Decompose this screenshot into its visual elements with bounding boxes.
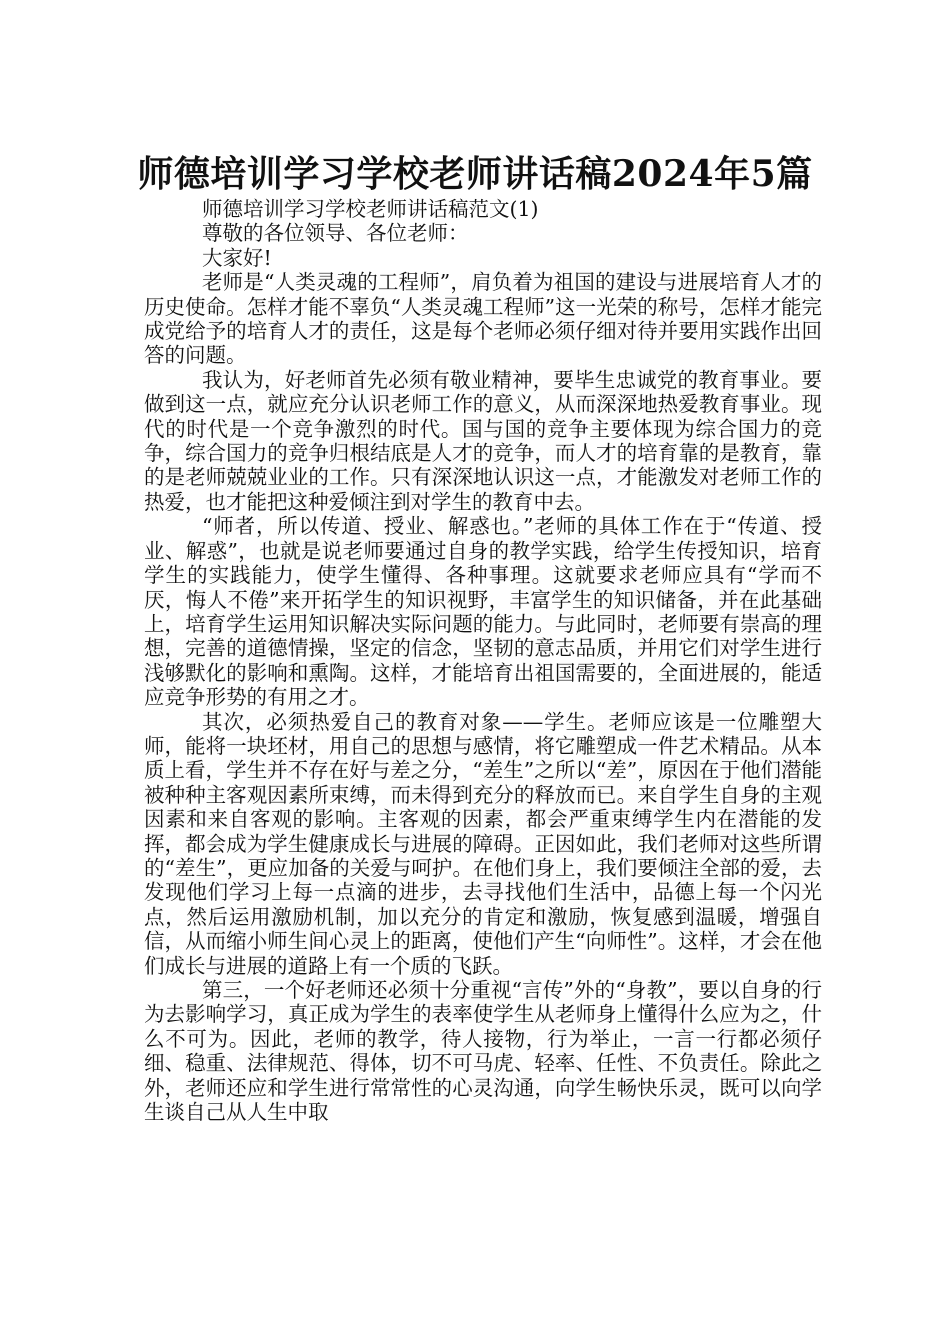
body-paragraph: 大家好!	[202, 245, 272, 270]
body-paragraph: 尊敬的各位领导、各位老师：	[202, 221, 469, 246]
body-paragraph: 师德培训学习学校老师讲话稿范文(1)	[202, 197, 539, 221]
body-paragraph: 第三，一个好老师还必须十分重视“言传”外的“身教”，要以自身的行为去影响学习，真正成为学生的表率使学生从老师身上懂得什么应为之，什么不可为。因此，老师的教学，待人接物，行为举止，一言一行都必须仔细、稳重、法律规范、得体，切不可马虎、轻率、任性、不负责任。除此之外，老师还应和学生进行常常性的心灵沟通，向学生畅快乐灵，既可以向学生谈自己从人生中取	[144, 978, 822, 1125]
body-paragraph: 老师是“人类灵魂的工程师”，肩负着为祖国的建设与进展培育人才的历史使命。怎样才能不辜负“人类灵魂工程师”这一光荣的称号，怎样才能完成党给予的培育人才的责任，这是每个老师必须仔细对待并要用实践作出回答的问题。	[144, 270, 822, 368]
body-paragraph: 我认为，好老师首先必须有敬业精神，要毕生忠诚党的教育事业。要做到这一点，就应充分认识老师工作的意义，从而深深地热爱教育事业。现代的时代是一个竞争激烈的时代。国与国的竞争主要体现为综合国力的竞争，综合国力的竞争归根结底是人才的竞争，而人才的培育靠的是教育，靠的是老师兢兢业业的工作。只有深深地认识这一点，才能激发对老师工作的热爱，也才能把这种爱倾注到对学生的教育中去。	[144, 367, 822, 514]
document-title: 师德培训学习学校老师讲话稿2024年5篇	[137, 153, 813, 196]
body-paragraph: 其次，必须热爱自己的教育对象——学生。老师应该是一位雕塑大师，能将一块坯材，用自己的思想与感情，将它雕塑成一件艺术精品。从本质上看，学生并不存在好与差之分，“差生”之所以“差”，原因在于他们潜能被种种主客观因素所束缚，而未得到充分的释放而已。来自学生自身的主观因素和来自客观的影响。主客观的因素，都会严重束缚学生内在潜能的发挥，都会成为学生健康成长与进展的障碍。正因如此，我们老师对这些所谓的“差生”，更应加备的关爱与呵护。在他们身上，我们要倾注全部的爱，去发现他们学习上每一点滴的进步，去寻找他们生活中，品德上每一个闪光点，然后运用激励机制，加以充分的肯定和激励，恢复感到温暖，增强自信，从而缩小师生间心灵上的距离，使他们产生“向师性”。这样，才会在他们成长与进展的道路上有一个质的飞跃。	[144, 709, 822, 978]
body-paragraph: “师者，所以传道、授业、解惑也。”老师的具体工作在于“传道、授业、解惑”，也就是说老师要通过自身的教学实践，给学生传授知识，培育学生的实践能力，使学生懂得、各种事理。这就要求老师应具有“学而不厌，悔人不倦”来开拓学生的知识视野，丰富学生的知识储备，并在此基础上，培育学生运用知识解决实际问题的能力。与此同时，老师要有崇高的理想，完善的道德情操，坚定的信念，坚韧的意志品质，并用它们对学生进行浅够默化的影响和熏陶。这样，才能培育出祖国需要的，全面进展的，能适应竞争形势的有用之才。	[144, 514, 822, 710]
document-body	[144, 197, 822, 1124]
